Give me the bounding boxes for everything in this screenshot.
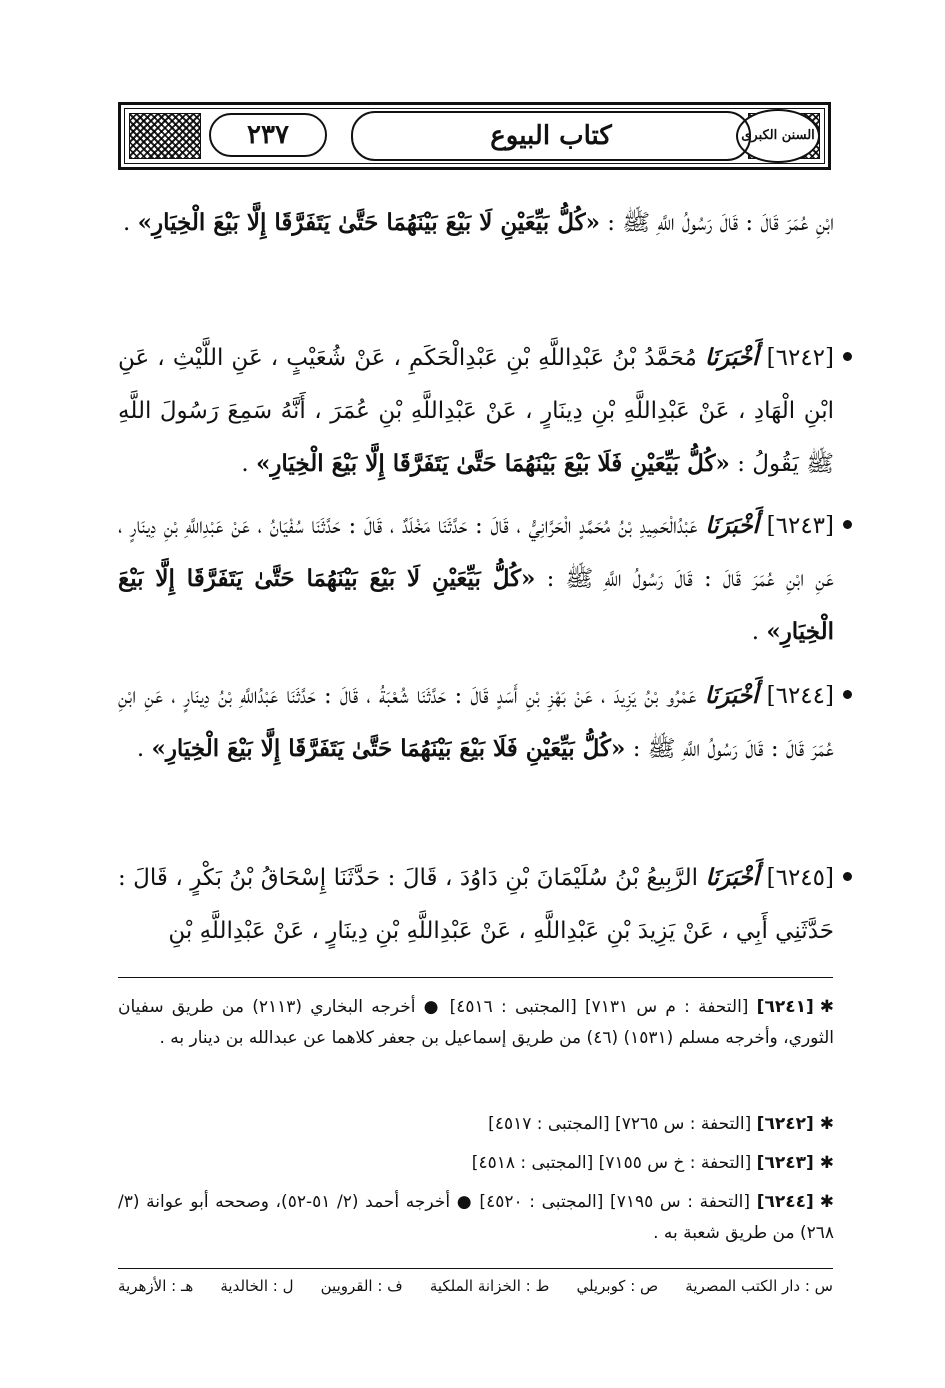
sigla-item: ص : كوبريلي	[576, 1277, 659, 1295]
akhbarana-label: أَخْبَرَنَا	[704, 682, 759, 709]
footnote-text: [التحفة : س ٧١٩٥] [المجتبى : ٤٥٢٠] ● أخرجه أحمد (٢/ ٥١-٥٢)، وصححه أبو عوانة (٣/ ٢٦٨) من طريق شعبة به .	[118, 1192, 834, 1244]
hadith-6244	[118, 670, 834, 776]
header-ornament-left	[129, 113, 201, 159]
footnote-text: [التحفة : خ س ٧١٥٥] [المجتبى : ٤٥١٨]	[471, 1153, 757, 1173]
hadith-number: [٦٢٤٣]	[766, 513, 835, 539]
bullet-icon	[843, 352, 852, 361]
narration-text: .	[241, 450, 256, 477]
sigla-item: ط : الخزانة الملكية	[429, 1277, 550, 1295]
hadith-6245	[118, 852, 834, 958]
chapter-title-box	[351, 111, 751, 161]
hadith-number: [٦٢٤٥]	[766, 865, 834, 891]
paragraph-continuation	[118, 197, 834, 250]
footnote-6241	[118, 992, 834, 1055]
footnote-text: [التحفة : س ٧٢٦٥] [المجتبى : ٤٥١٧]	[488, 1114, 757, 1134]
narration-text: .	[136, 735, 152, 762]
footnote-text: [التحفة : م س ٧١٣١] [المجتبى : ٤٥١٦] ● أخرجه البخاري (٢١١٣) من طريق سفيان الثوري، وأخرجه مسلم (١٥٣١) (٤٦) من طريق إسماعيل بن جعفر كلاهما عن عبدالله بن دينار به .	[118, 997, 834, 1049]
footnote-ref: [٦٢٤٣]	[756, 1153, 814, 1173]
bullet-icon	[843, 520, 852, 529]
hadith-quote: «كُلُّ بَيِّعَيْنِ فَلَا بَيْعَ بَيْنَهُمَا حَتَّىٰ يَتَفَرَّقَا إِلَّا بَيْعَ الْخِيَارِ»	[255, 449, 730, 477]
footnote-divider	[118, 977, 833, 978]
hadith-number: [٦٢٤٢]	[766, 345, 835, 371]
asterisk-icon: ✱	[819, 1114, 834, 1134]
asterisk-icon: ✱	[819, 1153, 834, 1173]
hadith-number: [٦٢٤٤]	[766, 683, 834, 709]
footnote-ref: [٦٢٤٤]	[756, 1192, 814, 1212]
bullet-icon	[843, 690, 852, 699]
hadith-quote: «كُلُّ بَيِّعَيْنِ لَا بَيْعَ بَيْنَهُمَا حَتَّىٰ يَتَفَرَّقَا إِلَّا بَيْعَ الْخِيَارِ»	[118, 564, 834, 645]
footnote-ref: [٦٢٤١]	[756, 997, 814, 1017]
hadith-6242	[118, 332, 834, 491]
narration-text: مُحَمَّدُ بْنُ عَبْدِاللَّهِ بْنِ عَبْدِالْحَكَمِ ، عَنْ شُعَيْبٍ ، عَنِ اللَّيْثِ ، عَنِ ابْنِ الْهَادِ ، عَنْ عَبْدِاللَّهِ بْنِ دِينَارٍ ، عَنْ عَبْدِاللَّهِ بْنِ عُمَرَ ، أَنَّهُ سَمِعَ رَسُولَ اللَّهِ ﷺ يَقُولُ :	[118, 345, 834, 477]
akhbarana-label: أَخْبَرَنَا	[705, 864, 760, 891]
hadith-quote: «كُلُّ بَيِّعَيْنِ فَلَا بَيْعَ بَيْنَهُمَا حَتَّىٰ يَتَفَرَّقَا إِلَّا بَيْعَ الْخِيَارِ»	[151, 734, 626, 762]
manuscript-sigla	[118, 1277, 833, 1295]
book-title: السنن الكبرى	[741, 127, 815, 143]
sigla-item: ل : الخالدية	[220, 1277, 294, 1295]
narration-text: .	[751, 618, 767, 645]
page-header	[118, 102, 831, 170]
chapter-title: كتاب البيوع	[490, 121, 612, 151]
akhbarana-label: أَخْبَرَنَا	[704, 344, 759, 371]
hadith-6243	[118, 500, 834, 659]
sigla-item: س : دار الكتب المصرية	[685, 1277, 833, 1295]
sigla-item: ف : القرويين	[320, 1277, 403, 1295]
hadith-quote: «كُلُّ بَيِّعَيْنِ لَا بَيْعَ بَيْنَهُمَا حَتَّىٰ يَتَفَرَّقَا إِلَّا بَيْعَ الْخِيَارِ»	[137, 209, 600, 236]
narration-text: الرَّبِيعُ بْنُ سُلَيْمَانَ بْنِ دَاوُدَ ، قَالَ : حَدَّثَنَا إِسْحَاقُ بْنُ بَكْرٍ ، قَالَ : حَدَّثَنِي أَبِي ، عَنْ يَزِيدَ بْنِ عَبْدِاللَّهِ ، عَنْ عَبْدِاللَّهِ بْنِ دِينَارٍ ، عَنْ عَبْدِاللَّهِ بْنِ	[118, 865, 834, 944]
narration-text: ابْنِ عُمَرَ قَالَ : قَالَ رَسُولُ اللَّهِ ﷺ :	[599, 210, 834, 236]
narration-text: عَمْرُو بْنُ يَزِيدَ ، عَنْ بَهْزِ بْنِ أَسَدٍ قَالَ : حَدَّثَنَا شُعْبَةُ ، قَالَ : حَدَّثَنَا عَبْدُاللَّهِ بْنُ دِينَارٍ ، عَنِ ابْنِ عُمَرَ قَالَ : قَالَ رَسُولُ اللَّهِ ﷺ :	[118, 683, 834, 762]
narration-text: .	[122, 210, 138, 236]
akhbarana-label: أَخْبَرَنَا	[705, 512, 759, 539]
footnote-6244	[118, 1187, 834, 1250]
footnote-ref: [٦٢٤٢]	[756, 1114, 814, 1134]
footnote-6242	[118, 1109, 834, 1140]
asterisk-icon: ✱	[819, 997, 834, 1017]
narration-text: عَبْدُالْحَمِيدِ بْنُ مُحَمَّدٍ الْحَرَّانِيُّ ، قَالَ : حَدَّثَنَا مَخْلَدٌ ، قَالَ : حَدَّثَنَا سُفْيَانُ ، عَنْ عَبْدِاللَّهِ بْنِ دِينَارٍ ، عَنِ ابْنِ عُمَرَ قَالَ : قَالَ رَسُولُ اللَّهِ ﷺ :	[118, 513, 834, 592]
sigla-divider	[118, 1268, 833, 1269]
asterisk-icon: ✱	[819, 1192, 835, 1212]
page-number: ٢٣٧	[247, 120, 289, 150]
footnote-6243	[118, 1148, 834, 1179]
sigla-item: هـ : الأزهرية	[118, 1277, 194, 1295]
page-number-box	[209, 113, 327, 157]
bullet-icon	[843, 872, 852, 881]
